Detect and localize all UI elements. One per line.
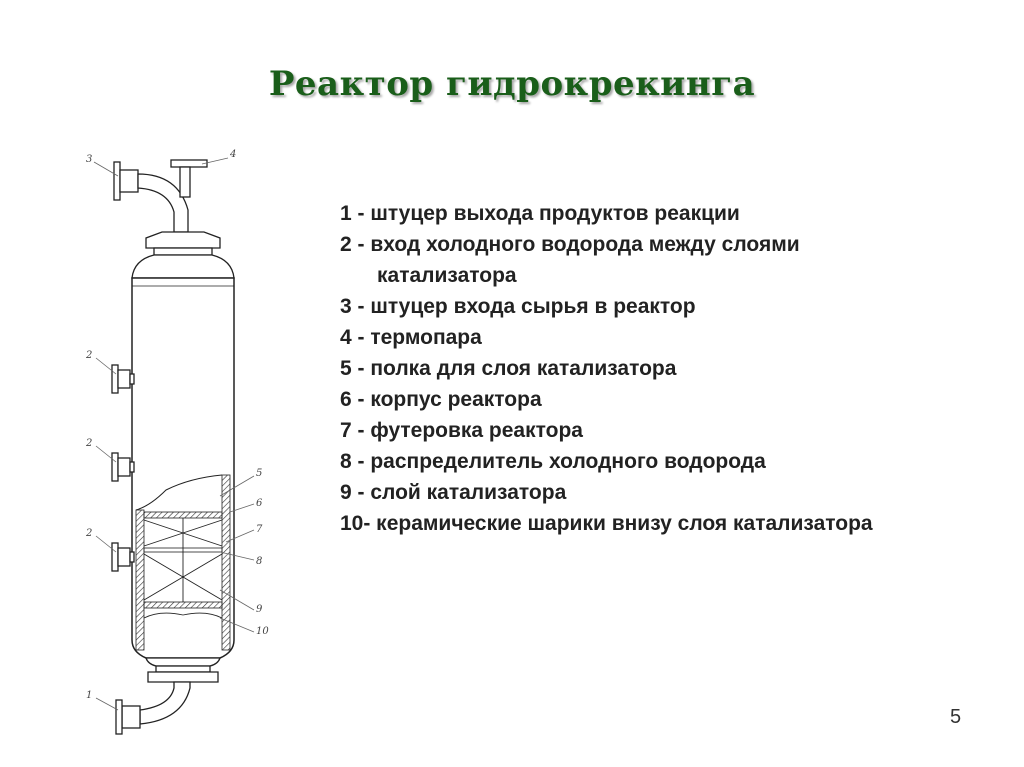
- hydrogen-inlet-upper: [112, 365, 134, 393]
- feed-inlet-nozzle: [114, 160, 207, 232]
- label-1: 1: [86, 690, 93, 701]
- hydrogen-inlet-lower: [112, 543, 134, 571]
- legend-item-10: 10- керамические шарики внизу слоя катализатора: [340, 512, 873, 535]
- legend-item-5: 5 - полка для слоя катализатора: [340, 357, 677, 380]
- legend-item-4: 4 - термопара: [340, 326, 482, 349]
- hydrogen-inlet-middle: [112, 453, 134, 481]
- label-4: 4: [230, 149, 237, 160]
- legend-item-2-continued: катализатора: [377, 264, 517, 287]
- label-5: 5: [256, 468, 263, 479]
- legend-item-7: 7 - футеровка реактора: [340, 419, 583, 442]
- label-2-middle: 2: [86, 438, 93, 449]
- label-2-upper: 2: [86, 350, 93, 361]
- label-7: 7: [256, 524, 263, 535]
- legend-item-2: 2 - вход холодного водорода между слоями: [340, 233, 800, 256]
- label-10: 10: [256, 626, 269, 637]
- legend-item-9: 9 - слой катализатора: [340, 481, 567, 504]
- product-outlet-nozzle: [116, 682, 190, 734]
- reactor-shell: [132, 278, 234, 658]
- slide-title: Реактор гидрокрекинга: [268, 64, 756, 104]
- label-8: 8: [256, 556, 263, 567]
- label-3: 3: [86, 154, 93, 165]
- legend-item-8: 8 - распределитель холодного водорода: [340, 450, 766, 473]
- bottom-head: [146, 658, 220, 682]
- label-6: 6: [256, 498, 263, 509]
- label-9: 9: [256, 604, 263, 615]
- legend-list: [340, 198, 873, 539]
- page-number: 5: [950, 706, 962, 728]
- legend-item-3: 3 - штуцер входа сырья в реактор: [340, 295, 696, 318]
- top-head: [132, 232, 234, 278]
- reactor-diagram: [70, 140, 300, 750]
- legend-item-1: 1 - штуцер выхода продуктов реакции: [340, 202, 740, 225]
- label-2-lower: 2: [86, 528, 93, 539]
- legend-item-6: 6 - корпус реактора: [340, 388, 542, 411]
